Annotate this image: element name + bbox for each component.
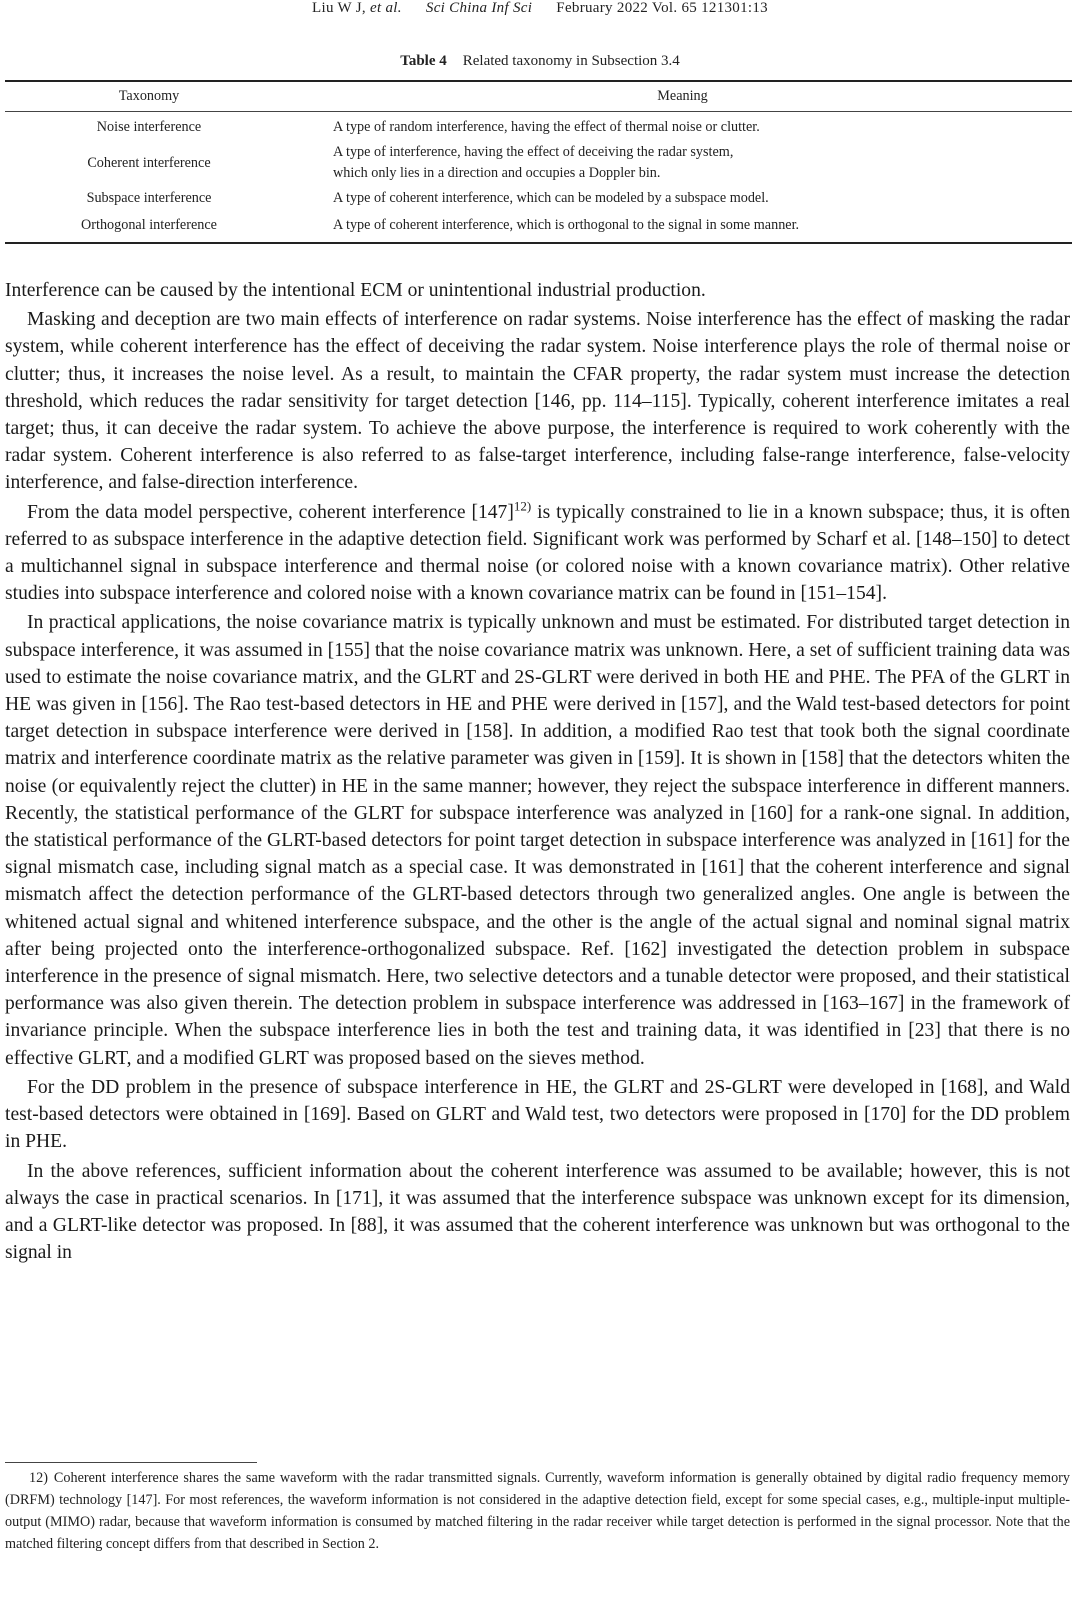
header-authors-text: Liu W J,	[312, 0, 366, 16]
footnote-marker[interactable]: 12)	[513, 498, 532, 514]
running-header	[0, 0, 1080, 17]
table-row	[5, 141, 1072, 185]
table-caption-text: Related taxonomy in Subsection 3.4	[462, 53, 680, 69]
taxonomy-cell: Orthogonal interference	[81, 217, 217, 233]
paragraph: For the DD problem in the presence of subspace interference in HE, the GLRT and 2S-GLRT were developed in [168], and Wald test-based detectors were obtained in [169]. Based on GLRT and Wald test, two detectors were proposed in [170] for the DD problem in PHE.	[5, 1076, 1070, 1153]
table-row	[5, 114, 1072, 141]
footnote-id: 12)	[29, 1470, 48, 1486]
footnote-text: Coherent interference shares the same waveform with the radar transmitted signals. Currently, waveform information is generally obtained by digital radio frequency memory (DRFM) technology [147]. For most references, the waveform information is not considered in the adaptive detection field, except for some special cases, e.g., multiple-input multiple-output (MIMO) radar, because that waveform information is consumed by matched filtering in the radar receiver while target detection is performed in the signal processor. Note that the matched filtering concept differs from that described in Section 2.	[5, 1470, 1070, 1552]
paragraph: In the above references, sufficient information about the coherent interference was assumed to be available; however, this is not always the case in practical scenarios. In [171], it was assumed that the interference subspace was unknown except for its dimension, and a GLRT-like detector was proposed. In [88], it was assumed that the coherent interference was unknown but was orthogonal to the signal in	[5, 1160, 1070, 1264]
body-text	[5, 277, 1070, 1268]
footnote-rule	[5, 1462, 257, 1463]
header-issue: February 2022 Vol. 65 121301:13	[556, 0, 768, 16]
meaning-cell	[293, 142, 1072, 184]
taxonomy-cell: Coherent interference	[87, 154, 211, 171]
column-header-taxonomy: Taxonomy	[118, 88, 180, 104]
table-caption	[0, 53, 1080, 70]
table-row	[5, 212, 1072, 239]
taxonomy-cell: Noise interference	[96, 119, 202, 135]
table-label: Table 4	[400, 53, 447, 69]
column-header-meaning: Meaning	[657, 88, 708, 104]
header-authors	[312, 0, 402, 16]
taxonomy-cell: Subspace interference	[86, 190, 212, 206]
paragraph	[5, 499, 1070, 608]
paragraph: Interference can be caused by the intentional ECM or unintentional industrial production.	[5, 280, 706, 301]
meaning-cell: A type of random interference, having the effect of thermal noise or clutter.	[333, 119, 760, 135]
taxonomy-table	[5, 80, 1072, 244]
header-etal: et al.	[370, 0, 402, 16]
meaning-line: which only lies in a direction and occupies a Doppler bin.	[333, 165, 661, 181]
meaning-line: A type of interference, having the effect of deceiving the radar system,	[333, 144, 734, 160]
paragraph-text: is typically constrained to lie in a known subspace; thus, it is often referred to as subspace interference in the adaptive detection field. Significant work was performed by Scharf et al. [148–150] to detect a multichannel signal in subspace interference and thermal noise (or colored noise with a known covariance matrix). Other relative studies into subspace interference and colored noise with a known covariance matrix can be found in [151–154].	[5, 501, 1070, 605]
meaning-cell: A type of coherent interference, which is orthogonal to the signal in some manner.	[333, 217, 800, 233]
footnote	[5, 1467, 1070, 1555]
header-journal: Sci China Inf Sci	[425, 0, 533, 16]
paragraph: Masking and deception are two main effects of interference on radar systems. Noise interference has the effect of masking the radar system, while coherent interference has the effect of deceiving the radar system. Noise interference plays the role of thermal noise or clutter; thus, it increases the noise level. As a result, to maintain the CFAR property, the radar system must increase the detection threshold, which reduces the radar sensitivity for target detection [146, pp. 114–115]. Typically, coherent interference imitates a real target; thus, it can deceive the radar system. To achieve the above purpose, the interference is required to work coherently with the radar system. Coherent interference is also referred to as false-target interference, including false-range interference, false-velocity interference, and false-direction interference.	[5, 309, 1070, 494]
paragraph-text: From the data model perspective, coherent interference [147]	[27, 501, 514, 523]
table-header-row	[5, 82, 1072, 112]
meaning-cell: A type of coherent interference, which can be modeled by a subspace model.	[333, 190, 769, 206]
table-row	[5, 185, 1072, 212]
paragraph: In practical applications, the noise covariance matrix is typically unknown and must be estimated. For distributed target detection in subspace interference, it was assumed in [155] that the noise covariance matrix was unknown. Here, a set of sufficient training data was used to estimate the noise covariance matrix, and the GLRT and 2S-GLRT were derived in both HE and PHE. The PFA of the GLRT in HE was given in [156]. The Rao test-based detectors in HE and PHE were derived in [157], and the Wald test-based detectors for point target detection in subspace interference were derived in [158]. In addition, a modified Rao test that took both the signal coordinate matrix and interference coordinate matrix as the relative parameter was given in [159]. It is shown in [158] that the detectors whiten the noise (or equivalently reject the clutter) in HE in the same manner; however, they reject the subspace interference in different manners. Recently, the statistical performance of the GLRT for subspace interference was analyzed in [160] for a rank-one signal. In addition, the statistical performance of the GLRT-based detectors for point target detection in subspace interference was analyzed in [161] for the signal mismatch case, including signal match as a special case. It was demonstrated in [161] that the coherent interference and signal mismatch affect the detection performance of the GLRT-based detectors through two generalized angles. One angle is between the whitened actual signal and whitened interference subspace, and the other is the angle of the actual signal and nominal signal matrix after being projected onto the interference-orthogonalized subspace. Ref. [162] investigated the detection problem in subspace interference in the presence of signal mismatch. Here, two selective detectors and a tunable detector were proposed, and their statistical performance was also given therein. The detection problem in subspace interference was addressed in [163–167] in the framework of invariance principle. When the subspace interference lies in both the test and training data, it was identified in [23] that there is no effective GLRT, and a modified GLRT was proposed based on the sieves method.	[5, 612, 1070, 1069]
